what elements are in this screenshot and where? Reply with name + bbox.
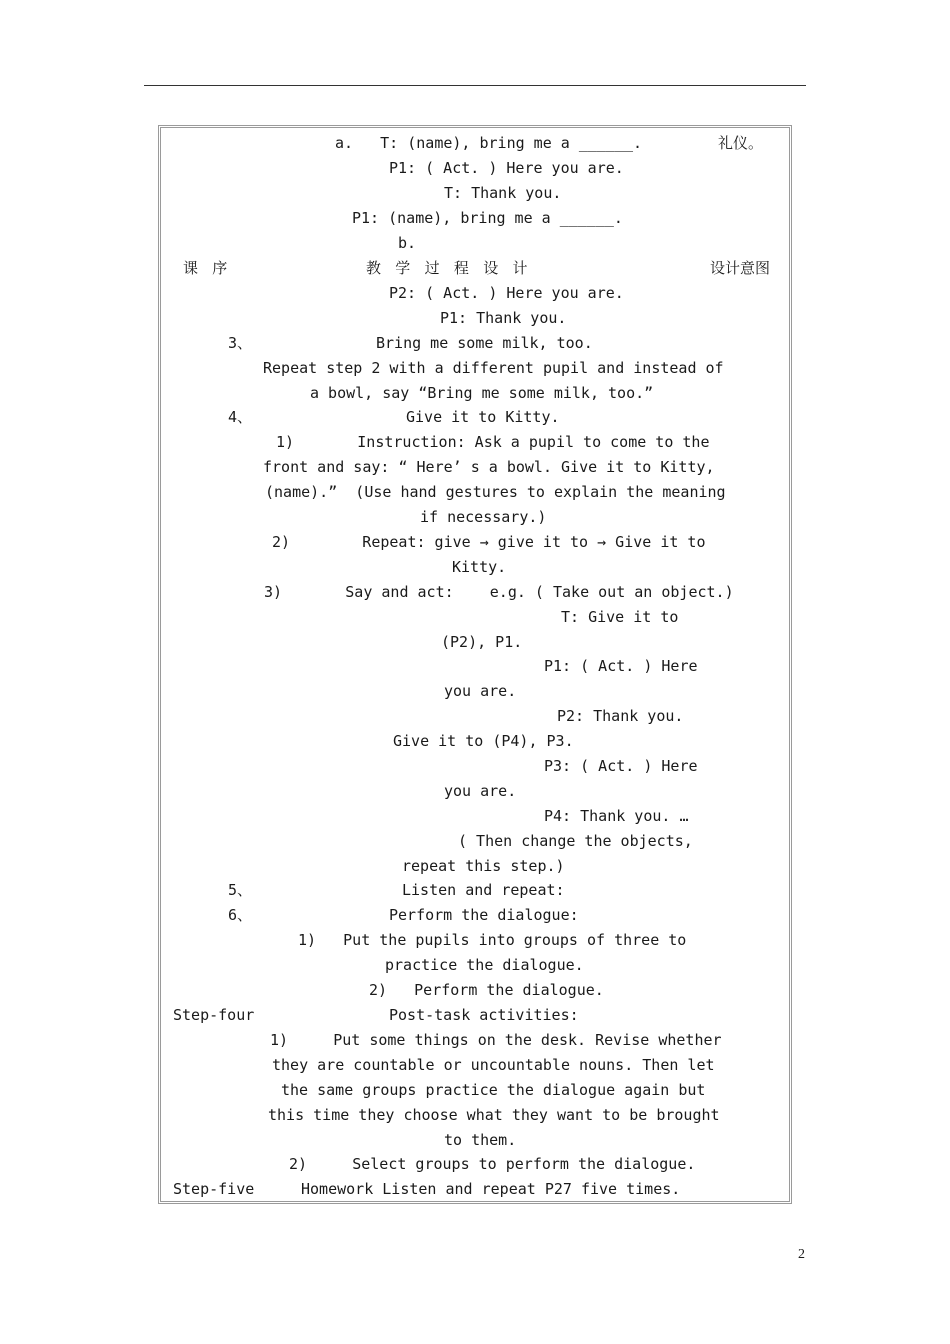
text-line: this time they choose what they want to be brought	[268, 1106, 720, 1124]
text-line: P1: ( Act. ) Here you are.	[389, 159, 624, 177]
text-line: 1) Instruction: Ask a pupil to come to the	[276, 433, 710, 451]
text-line: 2) Select groups to perform the dialogue.	[289, 1155, 696, 1173]
text-line: if necessary.)	[420, 508, 547, 526]
text-line: the same groups practice the dialogue again but	[281, 1081, 706, 1099]
text-line: Bring me some milk, too.	[376, 334, 593, 352]
text-line: P2: Thank you.	[557, 707, 684, 725]
text-line: repeat this step.)	[402, 857, 565, 875]
text-line: ( Then change the objects,	[458, 832, 693, 850]
text-line: 1) Put some things on the desk. Revise whether	[270, 1031, 722, 1049]
text-line: P1: (name), bring me a ______.	[352, 209, 623, 227]
text-line: Step-four	[173, 1006, 255, 1024]
text-line: 3) Say and act: e.g. ( Take out an object.)	[264, 583, 734, 601]
text-line: Homework Listen and repeat P27 five times.	[301, 1180, 681, 1198]
text-line: T: Give it to	[561, 608, 679, 626]
text-line: Post-task activities:	[389, 1006, 579, 1024]
text-line: P2: ( Act. ) Here you are.	[389, 284, 624, 302]
text-line: 6、	[228, 906, 253, 924]
text-line: 礼仪。	[718, 134, 764, 152]
text-line: 1) Put the pupils into groups of three to	[298, 931, 687, 949]
text-line: to them.	[444, 1131, 517, 1149]
text-line: a bowl, say “Bring me some milk, too.”	[310, 384, 654, 402]
text-line: 2) Repeat: give → give it to → Give it to	[272, 533, 706, 551]
text-line: practice the dialogue.	[385, 956, 584, 974]
text-line: 教 学 过 程 设 计	[366, 259, 528, 277]
text-line: Give it to (P4), P3.	[393, 732, 574, 750]
text-line: 设计意图	[710, 259, 771, 277]
header-rule	[144, 85, 806, 86]
text-line: 课 序	[183, 259, 228, 277]
text-line: P4: Thank you. …	[544, 807, 689, 825]
text-line: b.	[398, 234, 417, 252]
text-line: Give it to Kitty.	[406, 408, 560, 426]
text-line: Repeat step 2 with a different pupil and instead of	[263, 359, 724, 377]
text-line: you are.	[444, 682, 517, 700]
text-line: P3: ( Act. ) Here	[544, 757, 698, 775]
text-line: a. T: (name), bring me a ______.	[335, 134, 643, 152]
text-line: T: Thank you.	[444, 184, 562, 202]
text-line: Step-five	[173, 1180, 255, 1198]
text-line: (P2), P1.	[441, 633, 523, 651]
text-line: Perform the dialogue:	[389, 906, 579, 924]
text-line: 2) Perform the dialogue.	[369, 981, 604, 999]
text-line: Kitty.	[452, 558, 507, 576]
text-line: P1: ( Act. ) Here	[544, 657, 698, 675]
text-line: you are.	[444, 782, 517, 800]
text-line: 4、	[228, 408, 253, 426]
page-number: 2	[798, 1247, 805, 1262]
text-line: they are countable or uncountable nouns. Then let	[272, 1056, 715, 1074]
text-line: Listen and repeat:	[402, 881, 565, 899]
text-line: 3、	[228, 334, 253, 352]
text-line: P1: Thank you.	[440, 309, 567, 327]
text-line: 5、	[228, 881, 253, 899]
text-line: (name).” (Use hand gestures to explain the meaning	[265, 483, 726, 501]
text-line: front and say: “ Here’ s a bowl. Give it to Kitty,	[263, 458, 715, 476]
